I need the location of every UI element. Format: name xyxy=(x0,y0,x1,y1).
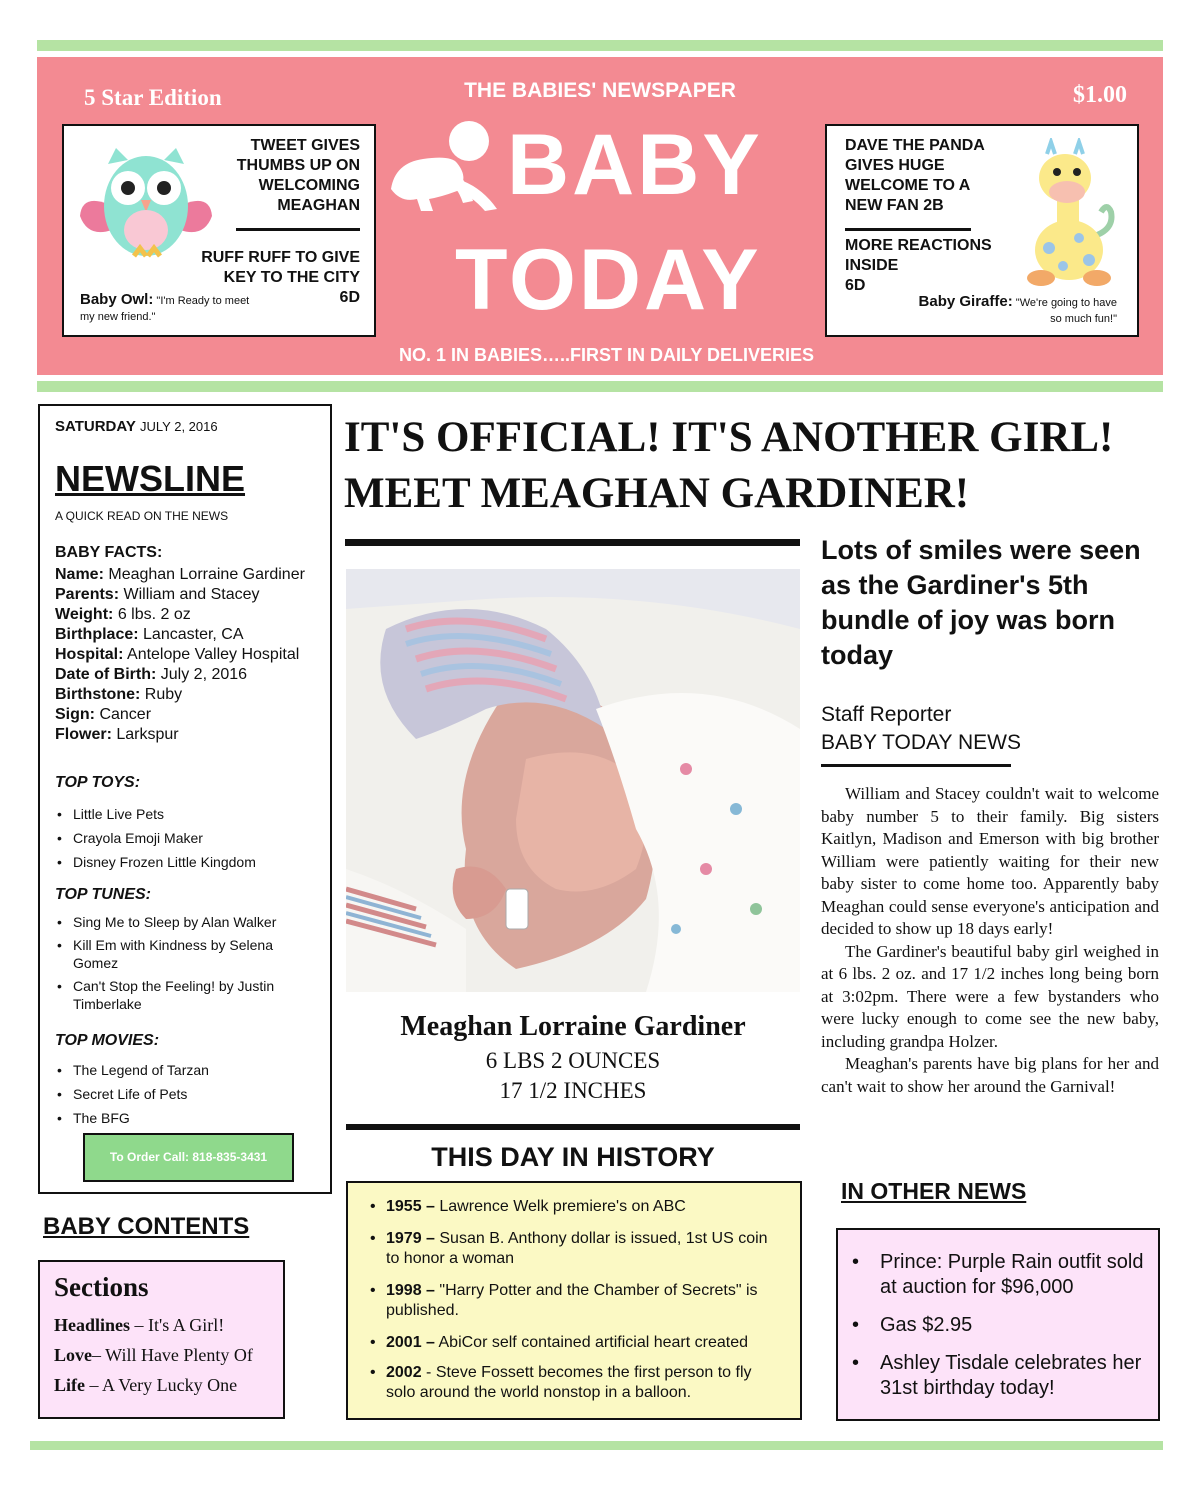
fact-sign: Sign: Cancer xyxy=(55,706,152,723)
section-life: Life – A Very Lucky One xyxy=(54,1375,238,1395)
owl-caption xyxy=(80,292,250,325)
fact-hospital: Hospital: Antelope Valley Hospital xyxy=(55,646,300,663)
story-byline xyxy=(821,701,1021,757)
section-headlines: Headlines – It's A Girl! xyxy=(54,1315,225,1335)
fact-flower: Flower: Larkspur xyxy=(55,726,179,743)
fact-date-of-birth: Date of Birth: July 2, 2016 xyxy=(55,666,248,683)
list-item: • Gas $2.95 xyxy=(850,1313,1150,1338)
giraffe-caption xyxy=(907,294,1117,327)
masthead-title-line-1: BABY xyxy=(507,117,763,213)
fact-birthstone: Birthstone: Ruby xyxy=(55,686,183,703)
main-headline xyxy=(344,410,1174,522)
dateline xyxy=(55,418,218,435)
history-item: • 2002 - Steve Fossett becomes the first person to fly solo around the world nonstop in a balloon. xyxy=(368,1363,780,1403)
price-label: $1.00 xyxy=(1073,82,1127,108)
sections-title: Sections xyxy=(54,1272,149,1302)
list-item: • Ashley Tisdale celebrates her 31st birthday today! xyxy=(850,1351,1150,1401)
newsline-box xyxy=(38,404,332,1194)
history-list xyxy=(368,1197,780,1403)
photo-caption-length: 17 1/2 INCHES xyxy=(499,1078,647,1103)
left-ear-box xyxy=(62,124,376,337)
sections-list xyxy=(54,1310,284,1400)
baby-contents-title: BABY CONTENTS xyxy=(43,1213,250,1240)
list-item: • Disney Frozen Little Kingdom xyxy=(55,850,325,874)
right-ear-rule xyxy=(845,228,971,231)
baby-facts-list xyxy=(55,565,330,745)
history-item: • 2001 – AbiCor self contained artificial heart created xyxy=(368,1333,780,1353)
top-tunes-title: TOP TUNES: xyxy=(55,886,152,903)
owl-caption-quote: "I'm Ready to meet my new friend." xyxy=(80,295,250,323)
dateline-day: SATURDAY xyxy=(55,418,136,435)
masthead-kicker: THE BABIES' NEWSPAPER xyxy=(464,79,736,102)
edition-label: 5 Star Edition xyxy=(84,85,222,110)
history-item: • 1979 – Susan B. Anthony dollar is issued, 1st US coin to honor a woman xyxy=(368,1229,780,1269)
masthead-title-line-2: TODAY xyxy=(455,232,762,328)
history-top-rule xyxy=(346,1124,800,1130)
other-news-list xyxy=(850,1250,1150,1401)
right-ear-box xyxy=(825,124,1139,337)
masthead-tagline: NO. 1 IN BABIES…..FIRST IN DAILY DELIVERIES xyxy=(398,345,815,365)
fact-name: Name: Meaghan Lorraine Gardiner xyxy=(55,566,305,583)
list-item: • Can't Stop the Feeling! by Justin Timberlake xyxy=(55,977,310,1013)
story-paragraph: Meaghan's parents have big plans for her and can't wait to show her around the Garnival! xyxy=(821,1054,1159,1096)
top-toys-title: TOP TOYS: xyxy=(55,774,141,791)
order-call-button[interactable]: To Order Call: 818-835-3431 xyxy=(83,1133,294,1182)
history-title: THIS DAY IN HISTORY xyxy=(431,1142,715,1172)
byline-outlet: BABY TODAY NEWS xyxy=(821,731,1021,754)
top-movies-title: TOP MOVIES: xyxy=(55,1032,160,1049)
owl-caption-name: Baby Owl: xyxy=(80,291,154,308)
list-item: • The BFG xyxy=(55,1106,325,1130)
list-item: • The Legend of Tarzan xyxy=(55,1058,325,1082)
newborn-photo xyxy=(346,569,800,992)
history-item: • 1955 – Lawrence Welk premiere's on ABC xyxy=(368,1197,780,1217)
fact-parents: Parents: William and Stacey xyxy=(55,586,260,603)
bottom-divider xyxy=(30,1441,1163,1450)
main-headline-line-1: IT'S OFFICIAL! IT'S ANOTHER GIRL! xyxy=(344,414,1114,461)
fact-weight: Weight: 6 lbs. 2 oz xyxy=(55,606,191,623)
photo-top-rule xyxy=(345,539,800,546)
list-item: • Secret Life of Pets xyxy=(55,1082,325,1106)
crawling-baby-icon xyxy=(387,119,507,214)
byline-rule xyxy=(821,764,1011,767)
left-ear-headline-2: RUFF RUFF TO GIVE KEY TO THE CITY xyxy=(201,249,360,286)
owl-icon xyxy=(78,142,214,262)
baby-facts-title: BABY FACTS: xyxy=(55,544,163,561)
dateline-date: JULY 2, 2016 xyxy=(140,419,218,434)
right-ear-headline-1: DAVE THE PANDA GIVES HUGE WELCOME TO A NEW FAN 2B xyxy=(845,137,985,214)
list-item: • Kill Em with Kindness by Selena Gomez xyxy=(55,936,310,972)
top-tunes-list xyxy=(55,913,310,1013)
history-item: • 1998 – "Harry Potter and the Chamber of Secrets" is published. xyxy=(368,1281,780,1321)
top-divider xyxy=(37,40,1163,51)
giraffe-caption-quote: "We're going to have so much fun!" xyxy=(1015,297,1117,325)
masthead xyxy=(37,57,1163,375)
list-item: • Little Live Pets xyxy=(55,802,325,826)
story-body xyxy=(821,783,1159,1098)
top-toys-list xyxy=(55,802,325,874)
byline-reporter: Staff Reporter xyxy=(821,703,952,726)
right-ear-page-ref: 6D xyxy=(845,277,866,294)
newsline-title: NEWSLINE xyxy=(55,458,246,499)
main-headline-line-2: MEET MEAGHAN GARDINER! xyxy=(344,470,970,517)
list-item: • Sing Me to Sleep by Alan Walker xyxy=(55,913,310,931)
other-news-title: IN OTHER NEWS xyxy=(841,1178,1027,1204)
giraffe-caption-name: Baby Giraffe: xyxy=(918,293,1013,310)
newsline-subtitle: A QUICK READ ON THE NEWS xyxy=(55,509,229,523)
story-subhead: Lots of smiles were seen as the Gardiner's 5th bundle of joy was born today xyxy=(821,535,1141,670)
right-ear-headline-2: MORE REACTIONS INSIDE xyxy=(845,237,992,274)
fact-birthplace: Birthplace: Lancaster, CA xyxy=(55,626,244,643)
history-box xyxy=(346,1181,802,1420)
photo-caption-name: Meaghan Lorraine Gardiner xyxy=(400,1011,746,1042)
contents-box xyxy=(38,1260,285,1419)
section-love: Love– Will Have Plenty Of xyxy=(54,1345,253,1365)
masthead-divider xyxy=(37,381,1163,392)
left-ear-headline-1: TWEET GIVES THUMBS UP ON WELCOMING MEAGHAN xyxy=(236,137,360,214)
top-movies-list xyxy=(55,1058,325,1130)
other-news-box xyxy=(836,1228,1160,1421)
list-item: • Crayola Emoji Maker xyxy=(55,826,325,850)
list-item: • Prince: Purple Rain outfit sold at auction for $96,000 xyxy=(850,1250,1150,1300)
photo-caption-weight: 6 LBS 2 OUNCES xyxy=(485,1048,661,1073)
left-ear-rule xyxy=(236,228,360,231)
story-paragraph: William and Stacey couldn't wait to welcome baby number 5 to their family. Big sisters Kaitlyn, Madison and Emerson with big brother William were patiently waiting for their new baby sister to come home too. Apparently baby Meaghan could sense everyone's anticipation and decided to show up 18 days early! xyxy=(821,784,1159,938)
story-paragraph: The Gardiner's beautiful baby girl weighed in at 6 lbs. 2 oz. and 17 1/2 inches long being born at 3:02pm. There were a few bystanders who were lucky enough to come see the new baby, including grandpa Holzer. xyxy=(821,941,1159,1051)
left-ear-page-ref: 6D xyxy=(339,289,360,306)
giraffe-icon xyxy=(1019,138,1119,288)
